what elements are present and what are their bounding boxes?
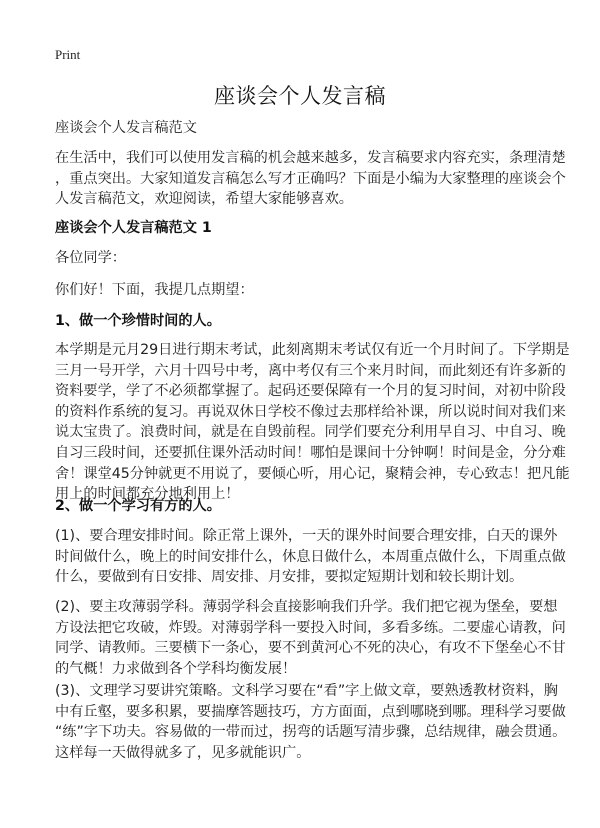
point1-heading: 1、做一个珍惜时间的人。 [55,313,221,329]
section-heading: 座谈会个人发言稿范文 1 [55,220,212,236]
point2-heading: 2、做一个学习有方的人。 [55,498,221,514]
print-link[interactable]: Print [55,47,81,62]
intro-paragraph: 在生活中，我们可以使用发言稿的机会越来越多，发言稿要求内容充实，条理清楚 ，重点突出。大家知道发言稿怎么写才正确吗？下面是小编为大家整理的座谈会个 人发言稿范文，欢迎阅读，希望大家能够喜欢。 [55,150,566,208]
point1-paragraph: 本学期是元月29日进行期末考试，此刻离期末考试仅有近一个月时间了。下学期是 三月一号开学，六月十四号中考，离中考仅有三个来月时间，而此刻还有许多新的 资料要学，学了不必须都掌握了。起码还要保障有一个月的复习时间，对初中阶段 的资料作系统的复习。再说双休日学校不像过去那样给补课，所以说时间对我们来 说太宝贵了。浪费时间，就是在自毁前程。同学们要充分利用早自习、中自习、晚 自习三段时间，还要抓住课外活动时间！哪怕是课间十分钟啊！时间是金，分分难 舍！课堂45分钟就更不用说了，要倾心听，用心记，聚精会神，专心致志！把凡能 用上的时间都充分地利用上！ [55,342,570,503]
document-subtitle: 座谈会个人发言稿范文 [55,120,197,136]
opening-line: 你们好！下面，我提几点期望： [55,282,254,298]
point2-sub1-paragraph: (1)、要合理安排时间。除正常上课外，一天的课外时间要合理安排，白天的课外 时间做什么，晚上的时间安排什么，休息日做什么，本周重点做什么，下周重点做 什么，要做到有日安排、周安排、月安排，要拟定短期计划和较长期计划。 [55,528,566,586]
greeting: 各位同学： [55,250,126,266]
point2-sub2-paragraph: (2)、要主攻薄弱学科。薄弱学科会直接影响我们升学。我们把它视为堡垒，要想 方设法把它攻破，炸毁。对薄弱学科一要投入时间，多看多练。二要虚心请教，问 同学、请教师。三要横下一条心，要不到黄河心不死的决心，有攻不下堡垒心不甘 的气概！力求做到各个学科均衡发展！ [55,599,566,677]
point2-sub3-paragraph: (3)、文理学习要讲究策略。文科学习要在“看”字上做文章，要熟透教材资料，胸 中有丘壑，要多积累，要揣摩答题技巧，方方面面，点到哪晓到哪。理科学习要做 “练”字下功夫。容易做的一带而过，拐弯的话题写清步骤，总结规律，融会贯通。 这样每一天做得就多了，见多就能识广。 [55,683,567,761]
page-title: 座谈会个人发言稿 [214,84,386,108]
